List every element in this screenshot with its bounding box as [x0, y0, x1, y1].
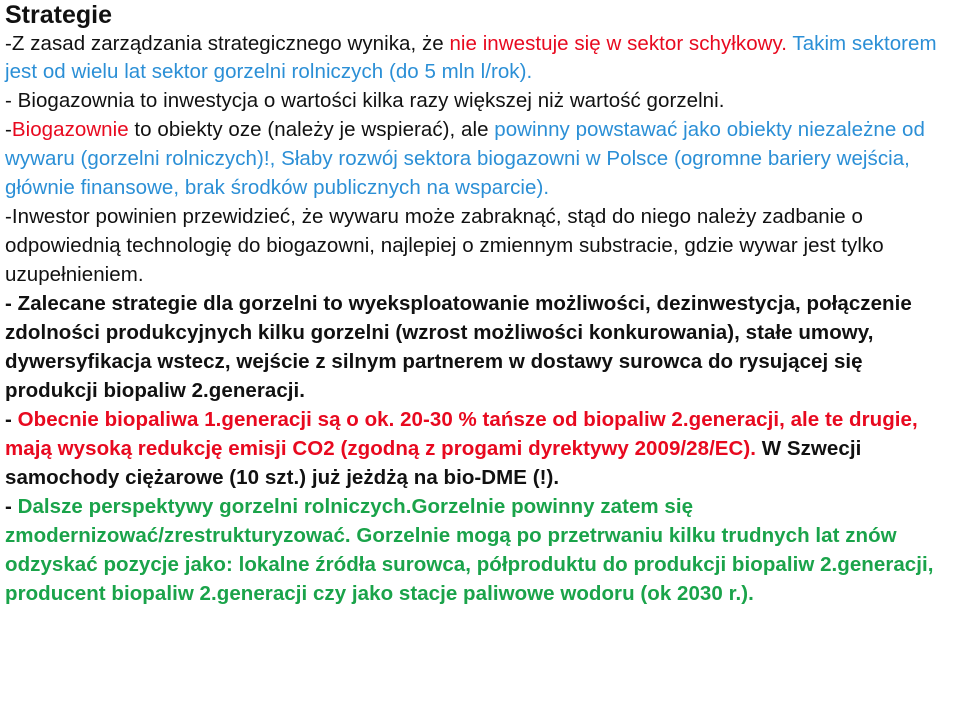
text-segment: W Szwecji samochody ciężarowe (10 szt.) już jeżdżą na bio-DME (!). [5, 437, 862, 489]
highlight-red: Biogazownie [11, 118, 129, 141]
text-segment: - [5, 118, 12, 141]
text-segment: -Z zasad zarządzania strategicznego wynika, że [5, 32, 450, 55]
paragraph-biofuels [5, 405, 954, 492]
paragraph-biogas-investment [5, 86, 954, 115]
slide-title: Strategie [5, 1, 112, 29]
text-segment: - Biogazownia to inwestycja o wartości kilka razy większej niż wartość gorzelni. [5, 89, 725, 112]
highlight-green: Dalsze perspektywy gorzelni rolniczych.Gorzelnie powinny zatem się zmodernizować/zrestrukturyzować. Gorzelnie mogą po przetrwaniu kilku trudnych lat znów odzyskać pozycje jako: lokalne źródła surowca, półproduktu do produkcji biopaliw 2.generacji, producent biopaliw 2.generacji czy jako stacje paliwowe wodoru (ok 2030 r.). [5, 495, 934, 605]
highlight-blue: Takim sektorem jest od wielu lat sektor gorzelni rolniczych (do 5 mln l/rok). [5, 32, 937, 83]
text-segment: - [5, 495, 18, 518]
highlight-red: Obecnie biopaliwa 1.generacji są o ok. 20-30 % tańsze od biopaliw 2.generacji, ale te drugie, mają wysoką redukcję emisji CO2 (zgodną z progami dyrektywy 2009/28/EC). [5, 408, 918, 460]
paragraph-investor [5, 202, 954, 289]
text-segment: -Inwestor powinien przewidzieć, że wywaru może zabraknąć, stąd do niego należy zadbanie o odpowiednią technologię do biogazowni, najlepiej o zmiennym substracie, gdzie wywar jest tylko uzupełnieniem. [5, 205, 884, 286]
text-segment: to obiekty oze (należy je wspierać), ale [128, 118, 495, 141]
highlight-blue: , Słaby rozwój sektora biogazowni w Polsce (ogromne bariery wejścia, głównie finansowe, brak środków publicznych na wsparcie). [5, 147, 910, 199]
highlight-red: nie inwestuje się w sektor schyłkowy. [449, 32, 788, 55]
text-segment: - [5, 408, 18, 431]
paragraph-perspectives [5, 492, 954, 608]
text-segment: - Zalecane strategie dla gorzelni to wyeksploatowanie możliwości, dezinwestycja, połączenie zdolności produkcyjnych kilku gorzelni (wzrost możliwości konkurowania), stałe umowy, dywersyfikacja wstecz, wejście z silnym partnerem w dostawy surowca do rysującej się produkcji biopaliw 2.generacji. [5, 292, 912, 402]
paragraph-strategies [5, 289, 954, 405]
paragraph-sector-principle [5, 30, 954, 86]
paragraph-biogas-oze [5, 115, 954, 202]
highlight-blue: powinny powstawać jako obiekty niezależne od wywaru (gorzelni rolniczych)! [5, 118, 925, 170]
